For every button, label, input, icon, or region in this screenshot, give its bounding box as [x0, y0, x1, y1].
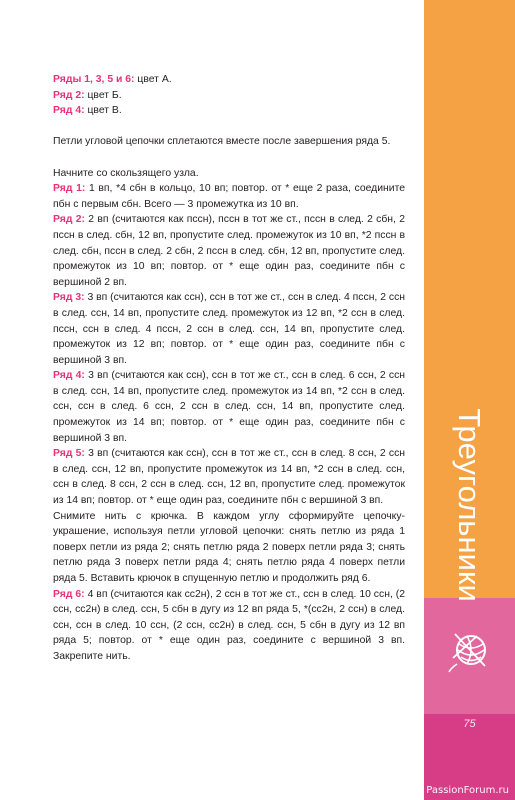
cut-paragraph: Снимите нить с крючка. В каждом углу сформируйте цепочку-украшение, используя петли угловой цепочки: снять петлю из ряда 1 поверх петли из ряда 2; снять петлю ряда 2 поверх петли ряда 3; снять петлю ряда 3 поверх петли ряда 4; снять петлю ряда 4 поверх петли ряда 5. Вставить крючок в спущенную петлю и продолжить ряд 6.	[53, 510, 405, 584]
row-label: Ряд 5:	[53, 448, 85, 460]
page-body	[53, 72, 405, 665]
section-title-wrap	[439, 395, 499, 615]
row-label: Ряд 1:	[53, 183, 86, 195]
row-text: 3 вп (считаются как ссн), ссн в тот же ст., ссн в след. 6 ссн, 2 ссн в след. ссн, 14 вп, пропустите след. промежуток из 14 вп, *2 ссн в след. ссн, ссн в след. 6 ссн, 2 ссн в след. ссн, 14 вп, пропустите след. промежуток из 14 вп; повтор. от * еще один раз, соедините пбн с вершиной 3 вп.	[53, 370, 405, 444]
start-paragraph: Начните со скользящего узла.	[53, 167, 199, 179]
row-text: 3 вп (считаются как ссн), ссн в тот же ст., ссн в след. 4 пссн, 2 ссн в след. ссн, 14 вп, пропустите след. промежуток из 12 вп, *2 ссн в след. пссн, ссн в след. 4 пссн, 2 ссн в след. ссн, 14 вп, пропустите след. промежуток из 12 вп; повтор. от * еще один раз, соедините пбн с вершиной 3 вп.	[53, 292, 406, 366]
color-text: цвет В.	[84, 105, 122, 117]
row-label: Ряд 3:	[53, 292, 85, 304]
row-label: Ряд 2:	[53, 89, 85, 101]
color-line-2	[53, 88, 405, 104]
row-1	[53, 181, 405, 212]
row-text: 3 вп (считаются как ссн), ссн в тот же ст., ссн в след. 8 ссн, 2 ссн в след. ссн, 12 вп, пропустите промежуток из 14 вп, *2 ссн в след. ссн, ссн в след. 8 ссн, 2 ссн в след. ссн, 12 вп, пропустите след. промежуток из 14 вп; повтор. от * еще один раз, соедините пбн с вершиной 3 вп.	[53, 448, 405, 507]
color-line-1	[53, 72, 405, 88]
row-4	[53, 368, 405, 446]
row-5	[53, 446, 405, 508]
page-number: 75	[463, 718, 476, 730]
section-title: Треугольники	[452, 408, 487, 602]
row-3	[53, 290, 405, 368]
row-label: Ряд 4:	[53, 370, 85, 382]
row-label: Ряд 2:	[53, 214, 85, 226]
row-6	[53, 587, 405, 665]
note-paragraph: Петли угловой цепочки сплетаются вместе после завершения ряда 5.	[53, 136, 391, 148]
row-2	[53, 212, 405, 290]
row-label: Ряды 1, 3, 5 и 6:	[53, 74, 135, 85]
row-label: Ряд 4:	[53, 105, 85, 117]
color-text: цвет Б.	[84, 89, 122, 101]
row-text: 4 вп (считаются как сс2н), 2 ссн в тот же ст., ссн в след. 10 ссн, (2 ссн, сс2н) в след. ссн, 5 сбн в дугу из 12 вп ряда 5, *(сс2н, 2 ссн) в след. ссн, ссн в след. 10 ссн, (2 ссн, сс2н) в след. ссн, 5 сбн в дугу из 12 вп ряда 5; повтор. от * еще один раз, соедините с вершиной 3 вп. Закрепите нить.	[53, 588, 406, 662]
yarn-ball-icon	[447, 628, 493, 674]
row-text: 1 вп, *4 сбн в кольцо, 10 вп; повтор. от * еще 2 раза, соедините пбн с первым сбн. Всего — 3 промежутка из 10 вп.	[53, 183, 406, 210]
row-text: 2 вп (считаются как пссн), пссн в тот же ст., пссн в след. 2 сбн, 2 пссн в след. сбн, 12 вп, пропустите след. промежуток из 10 вп, *2 пссн в след. сбн, пссн в след. 2 сбн, 2 пссн в след. сбн, 12 вп, пропустите след. промежуток из 10 вп; повтор. от * еще один раз, соедините пбн с вершиной 2 вп.	[53, 214, 406, 288]
chapter-sidebar	[424, 0, 515, 800]
color-line-3	[53, 103, 405, 119]
watermark: PassionForum.ru	[426, 785, 509, 796]
row-label: Ряд 6:	[53, 588, 85, 600]
color-text: цвет А.	[134, 74, 172, 85]
